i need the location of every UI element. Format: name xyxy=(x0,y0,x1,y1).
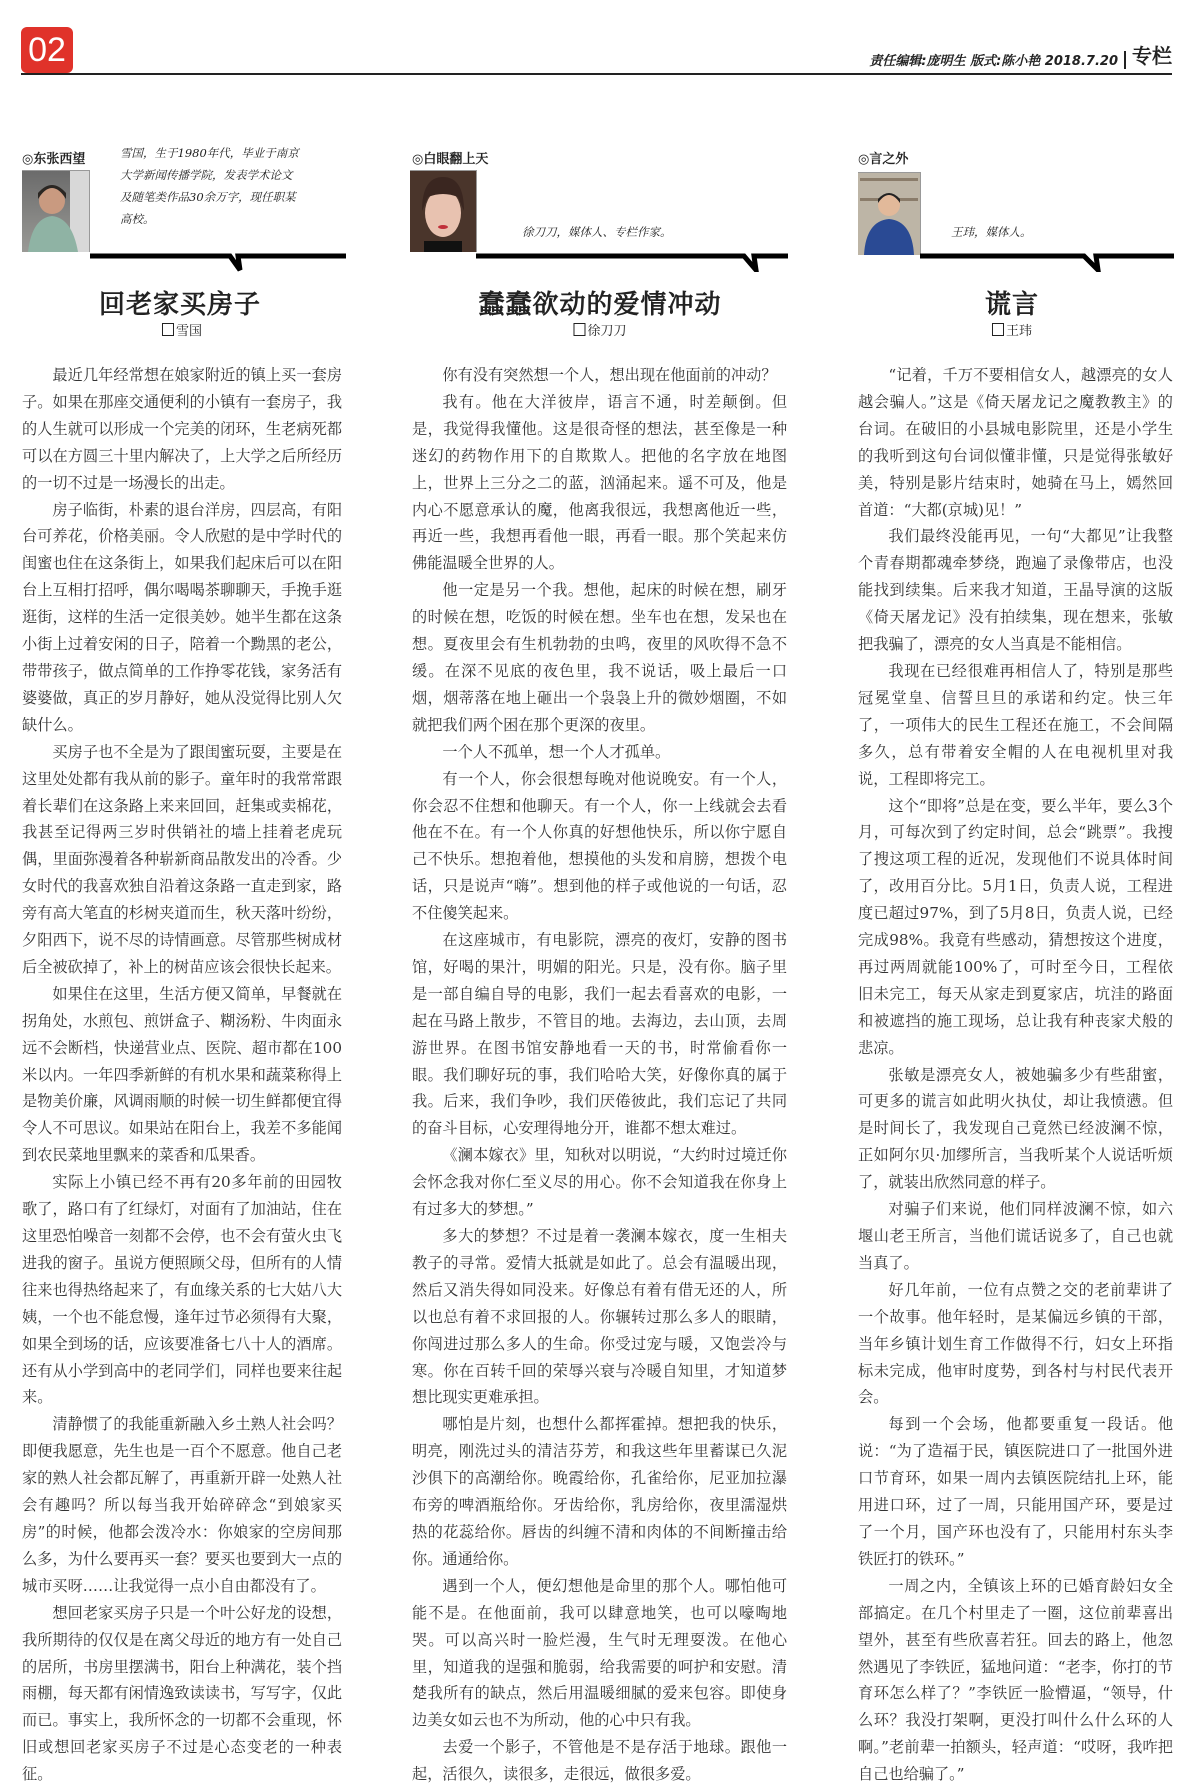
article-paragraph: 我们最终没能再见，一句“大都见”让我整个青春期都魂牵梦绕，跑遍了录像带店，也没能找到续集。后来我才知道，王晶导演的这版《倚天屠龙记》没有拍续集，现在想来，张敏把我骗了，漂亮的女人当真是不能相信。 xyxy=(858,527,1173,654)
article-paragraph: 哪怕是片刻，也想什么都挥霍掉。想把我的快乐，明亮，刚洗过头的清洁芬芳，和我这些年里蓄谋已久泥沙俱下的高潮给你。晚霞给你，孔雀给你，尼亚加拉瀑布旁的啤酒瓶给你。牙齿给你，乳房给你，夜里濡湿烘热的花蕊给你。唇齿的纠缠不清和肉体的不间断撞击给你。通通给你。 xyxy=(412,1415,787,1568)
byline-author: 徐刀刀 xyxy=(587,324,627,339)
article-paragraph: 买房子也不全是为了跟闺蜜玩耍，主要是在这里处处都有我从前的影子。童年时的我常常跟着长辈们在这条路上来来回回，赶集或卖棉花，我甚至记得两三岁时供销社的墙上挂着老虎玩偶，里面弥漫着各种崭新商品散发出的冷香。少女时代的我喜欢独自沿着这条路一直走到家，路旁有高大笔直的杉树夹道而生，秋天落叶纷纷，夕阳西下，说不尽的诗情画意。尽管那些树成材后全被砍掉了，补上的树苗应该会很快长起来。 xyxy=(22,742,342,976)
article-paragraph: 一个人不孤单，想一个人才孤单。 xyxy=(442,742,671,761)
author-bio: 王玮，媒体人。 xyxy=(951,225,1032,239)
page-number-badge: 02 xyxy=(21,27,73,73)
article-paragraph: 房子临街，朴素的退台洋房，四层高，有阳台可养花，价格美丽。令人欣慰的是中学时代的闺蜜也住在这条街上，如果我们起床后可以在阳台上互相打招呼，偶尔喝喝茶聊聊天，手挽手逛逛街，这样的生活一定很美妙。她半生都在这条小街上过着安闲的日子，陪着一个黝黑的老公，带带孩子，做点简单的工作挣零花钱，家务活有婆婆做，真正的岁月静好，她从没觉得比别人欠缺什么。 xyxy=(22,500,342,734)
author-bio: 徐刀刀，媒体人、专栏作家。 xyxy=(522,225,672,239)
speech-bubble-line xyxy=(920,248,1174,272)
page-header xyxy=(869,40,1172,69)
author-column-label: ◎白眼翻上天 xyxy=(412,152,489,167)
article-paragraph: 好几年前，一位有点赞之交的老前辈讲了一个故事。他年轻时，是某偏远乡镇的干部，当年乡镇计划生育工作做得不行，妇女上环指标未完成，他审时度势，到各村与村民代表开会。 xyxy=(858,1280,1173,1407)
article-title: 回老家买房子 xyxy=(98,290,262,320)
author-column-label: ◎东张西望 xyxy=(22,152,86,167)
author-photo xyxy=(410,170,477,252)
article-body xyxy=(412,362,787,1788)
header-rule xyxy=(21,73,1172,75)
portrait-image xyxy=(410,171,476,252)
author-bio: 雪国，生于1980年代，毕业于南京大学新闻传播学院，发表学术论文及随笔类作品30余万字，现任职某高校。 xyxy=(120,146,299,226)
article-paragraph: 如果住在这里，生活方便又简单，早餐就在拐角处，水煎包、煎饼盒子、糊汤粉、牛肉面永远不会断档，快递营业点、医院、超市都在100米以内。一年四季新鲜的有机水果和蔬菜称得上是物美价廉，风调雨顺的时候一切生鲜都便宜得令人不可思议。如果站在阳台上，我差不多能闻到农民菜地里飘来的菜香和瓜果香。 xyxy=(22,984,342,1165)
article-paragraph: 去爱一个影子，不管他是不是存活于地球。跟他一起，活很久，读很多，走很远，做很多爱。 xyxy=(412,1738,787,1784)
article-paragraph: 清静惯了的我能重新融入乡土熟人社会吗？即便我愿意，先生也是一百个不愿意。他自己老家的熟人社会都瓦解了，再重新开辟一处熟人社会有趣吗？所以每当我开始碎碎念“到娘家买房”的时候，他都会泼冷水：你娘家的空房间那么多，为什么要再买一套？要买也要到大一点的城市买呀……让我觉得一点小自由都没有了。 xyxy=(22,1415,342,1595)
portrait-image xyxy=(858,173,920,255)
article-title: 谎言 xyxy=(984,290,1040,320)
article-paragraph: 张敏是漂亮女人，被她骗多少有些甜蜜，可更多的谎言如此明火执仗，却让我愤懑。但是时间长了，我发现自己竟然已经波澜不惊，正如阿尔贝·加缪所言，当我听某个人说话听烦了，就装出欣然同意的样子。 xyxy=(858,1065,1173,1192)
article-title: 蠢蠢欲动的爱情冲动 xyxy=(478,290,722,320)
speech-bubble-line xyxy=(476,248,788,272)
article-paragraph: 一周之内，全镇该上环的已婚育龄妇女全部搞定。在几个村里走了一圈，这位前辈喜出望外，甚至有些欣喜若狂。回去的路上，他忽然遇见了李铁匠，猛地问道：“老李，你打的节育环怎么样了？”李铁匠一脸懵逼，“领导，什么环？我没打架啊，更没打叫什么什么环的人啊。”老前辈一拍额头，轻声道：“哎呀，我咋把自己也给骗了。” xyxy=(858,1576,1173,1784)
header-divider xyxy=(1124,51,1126,69)
article-paragraph: 在这座城市，有电影院，漂亮的夜灯，安静的图书馆，好喝的果汁，明媚的阳光。只是，没有你。脑子里是一部自编自导的电影，我们一起去看喜欢的电影，一起在马路上散步，不管目的地。去海边，去山顶，去周游世界。在图书馆安静地看一天的书，时常偷看你一眼。我们聊好玩的事，我们哈哈大笑，好像你真的属于我。后来，我们争吵，我们厌倦彼此，我们忘记了共同的奋斗目标，心安理得地分开，谁都不想太难过。 xyxy=(412,931,787,1138)
article-paragraph: 多大的梦想？不过是着一袭澜本嫁衣，度一生相夫教子的寻常。爱情大抵就是如此了。总会有温暖出现，然后又消失得如同没来。好像总有着有借无还的人，所以也总有着不求回报的人。你辗转过那么多人的眼睛，你闯进过那么多人的生命。你受过宠与暖，又饱尝冷与寒。你在百转千回的荣辱兴衰与冷暖自知里，才知道梦想比现实更难承担。 xyxy=(412,1227,787,1407)
author-column-label: ◎言之外 xyxy=(858,152,909,167)
article-byline xyxy=(573,320,626,339)
article-paragraph: 他一定是另一个我。想他，起床的时候在想，刷牙的时候在想，吃饭的时候在想。坐车也在想，发呆也在想。夏夜里会有生机勃勃的虫鸣，夜里的风吹得不急不缓。在深不见底的夜色里，我不说话，吸上最后一口烟，烟蒂落在地上砸出一个袅袅上升的微妙烟圈，不如就把我们两个困在那个更深的夜里。 xyxy=(412,581,787,734)
editor-credits: 责任编辑:庞明生 版式:陈小艳 2018.7.20 xyxy=(869,54,1118,69)
article-paragraph: 有一个人，你会很想每晚对他说晚安。有一个人，你会忍不住想和他聊天。有一个人，你一上线就会去看他在不在。有一个人你真的好想他快乐，所以你宁愿自己不快乐。想抱着他，想摸他的头发和肩膀，想拨个电话，只是说声“嗨”。想到他的样子或他说的一句话，忍不住傻笑起来。 xyxy=(412,769,787,923)
article-paragraph: 我有。他在大洋彼岸，语言不通，时差颠倒。但是，我觉得我懂他。这是很奇怪的想法，甚至像是一种迷幻的药物作用下的自欺欺人。把他的名字放在地图上，世界上三分之二的蓝，汹涌起来。遥不可及，他是内心不愿意承认的魔，他离我很远，我想离他近一些，再近一些，我想再看他一眼，再看一眼。那个笑起来仿佛能温暖全世界的人。 xyxy=(412,392,787,573)
article-byline xyxy=(162,320,202,339)
byline-author: 王玮 xyxy=(1005,324,1033,339)
author-photo xyxy=(858,172,921,255)
author-photo xyxy=(22,170,90,252)
section-name: 专栏 xyxy=(1132,44,1172,68)
byline-author: 雪国 xyxy=(175,324,203,339)
portrait-image xyxy=(22,171,89,252)
article-paragraph: 这个“即将”总是在变，要么半年，要么3个月，可每次到了约定时间，总会“跳票”。我搜了搜这项工程的近况，发现他们不说具体时间了，改用百分比。5月1日，负责人说，工程进度已超过97%，到了5月8日，负责人说，已经完成98%。我竟有些感动，猜想按这个进度，再过两周就能100%了，可时至今日，工程依旧未完工，每天从家走到夏家店，坑洼的路面和被遮挡的施工现场，总让我有种丧家犬般的悲凉。 xyxy=(858,796,1173,1057)
byline-box-icon xyxy=(992,323,1004,336)
article-body xyxy=(858,362,1173,1788)
article-paragraph: 我现在已经很难再相信人了，特别是那些冠冕堂皇、信誓旦旦的承诺和约定。快三年了，一项伟大的民生工程还在施工，不会间隔多久，总有带着安全帽的人在电视机里对我说，工程即将完工。 xyxy=(858,661,1173,788)
article-paragraph: 遇到一个人，便幻想他是命里的那个人。哪怕他可能不是。在他面前，我可以肆意地笑，也可以嚎啕地哭。可以高兴时一脸烂漫，生气时无理耍泼。在他心里，知道我的逞强和脆弱，给我需要的呵护和安慰。清楚我所有的缺点，然后用温暖细腻的爱来包容。即使身边美女如云也不为所动，他的心中只有我。 xyxy=(412,1576,787,1730)
speech-bubble-line xyxy=(90,248,346,272)
article-byline xyxy=(992,320,1032,339)
article-paragraph: 《澜本嫁衣》里，知秋对以明说，“大约时过境迁你会怀念我对你仁至义尽的用心。你不会知道我在你身上有过多大的梦想。” xyxy=(412,1146,787,1219)
article-paragraph: 对骗子们来说，他们同样波澜不惊，如六堰山老王所言，当他们谎话说多了，自己也就当真了。 xyxy=(858,1200,1173,1272)
byline-box-icon xyxy=(573,323,585,336)
article-paragraph: 想回老家买房子只是一个叶公好龙的设想，我所期待的仅仅是在离父母近的地方有一处自己的居所，书房里摆满书，阳台上种满花，装个挡雨棚，每天都有闲情逸致读读书，写写字，仅此而已。事实上，我所怀念的一切都不会重现，怀旧或想回老家买房子不过是心态变老的一种表征。 xyxy=(22,1603,342,1784)
article-paragraph: 你有没有突然想一个人，想出现在他面前的冲动？ xyxy=(442,366,777,384)
article-paragraph: “记着，千万不要相信女人，越漂亮的女人越会骗人。”这是《倚天屠龙记之魔教教主》的台词。在破旧的小县城电影院里，还是小学生的我听到这句台词似懂非懂，只是觉得张敏好美，特别是影片结束时，她骑在马上，嫣然回首道：“大都(京城)见！” xyxy=(858,366,1173,519)
article-paragraph: 每到一个会场，他都要重复一段话。他说：“为了造福于民，镇医院进口了一批国外进口节育环，如果一周内去镇医院结扎上环，能用进口环，过了一周，只能用国产环，要是过了一个月，国产环也没有了，只能用村东头李铁匠打的铁环。” xyxy=(858,1415,1173,1568)
article-paragraph: 实际上小镇已经不再有20多年前的田园牧歌了，路口有了红绿灯，对面有了加油站，住在这里恐怕噪音一刻都不会停，也不会有萤火虫飞进我的窗子。虽说方便照顾父母，但所有的人情往来也得热络起来了，有血缘关系的七大姑八大姨，一个也不能怠慢，逢年过节必须得有大聚，如果全到场的话，应该要准备七八十人的酒席。还有从小学到高中的老同学们，同样也要来往起来。 xyxy=(22,1173,342,1407)
article-paragraph: 最近几年经常想在娘家附近的镇上买一套房子。如果在那座交通便利的小镇有一套房子，我的人生就可以形成一个完美的闭环，生老病死都可以在方圆三十里内解决了，上大学之后所经历的一切不过是一场漫长的出走。 xyxy=(22,366,342,492)
byline-box-icon xyxy=(162,323,174,336)
article-body xyxy=(22,362,342,1788)
